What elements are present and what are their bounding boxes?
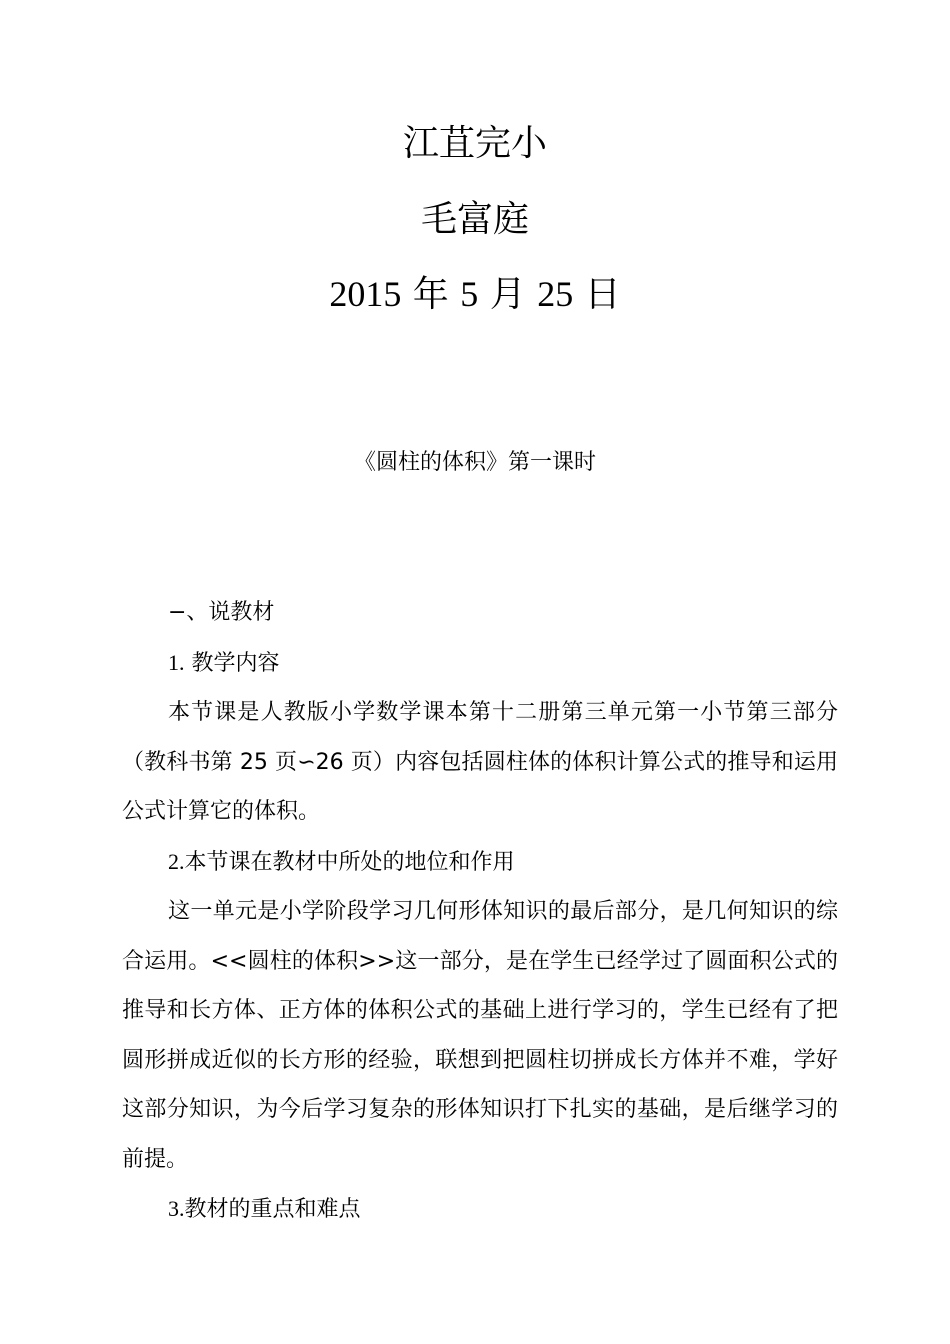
item3-title: 教材的重点和难点 <box>184 1197 361 1222</box>
date-year: 2015 <box>329 274 402 314</box>
item3-number: 3. <box>168 1196 185 1221</box>
date-month: 5 <box>460 274 479 314</box>
item1-number: 1. <box>168 649 185 675</box>
date-month-suffix: 月 <box>489 274 526 315</box>
author-name: 毛富庭 <box>420 199 529 240</box>
date-day: 25 <box>537 274 574 314</box>
item3-heading <box>122 1184 838 1235</box>
item2-number: 2. <box>168 848 185 874</box>
date-line <box>0 268 950 321</box>
date-day-suffix: 日 <box>584 274 621 315</box>
lesson-title: 《圆柱的体积》第一课时 <box>353 450 596 475</box>
section1-heading: −、说教材 <box>168 600 275 625</box>
item1-paragraph: 本节课是人教版小学数学课本第十二册第三单元第一小节第三部分（教科书第 25 页∽26 页）内容包括圆柱体的体积计算公式的推导和运用公式计算它的体积。 <box>122 700 838 824</box>
item2-heading <box>122 837 838 888</box>
school-name: 江苴完小 <box>402 123 547 164</box>
item1-title: 教学内容 <box>191 650 280 676</box>
document-body <box>122 588 838 1235</box>
date-year-suffix: 年 <box>412 274 449 315</box>
item1-heading <box>122 638 838 689</box>
item2-title: 本节课在教材中所处的地位和作用 <box>184 849 515 875</box>
item2-paragraph: 这一单元是小学阶段学习几何形体知识的最后部分，是几何知识的综合运用。<<圆柱的体积>>这一部分，是在学生已经学过了圆面积公式的推导和长方体、正方体的体积公式的基础上进行学习的，学生已经有了把圆形拼成近似的长方形的经验，联想到把圆柱切拼成长方体并不难，学好这部分知识，为今后学习复杂的形体知识打下扎实的基础，是后继学习的前提。 <box>122 899 838 1172</box>
